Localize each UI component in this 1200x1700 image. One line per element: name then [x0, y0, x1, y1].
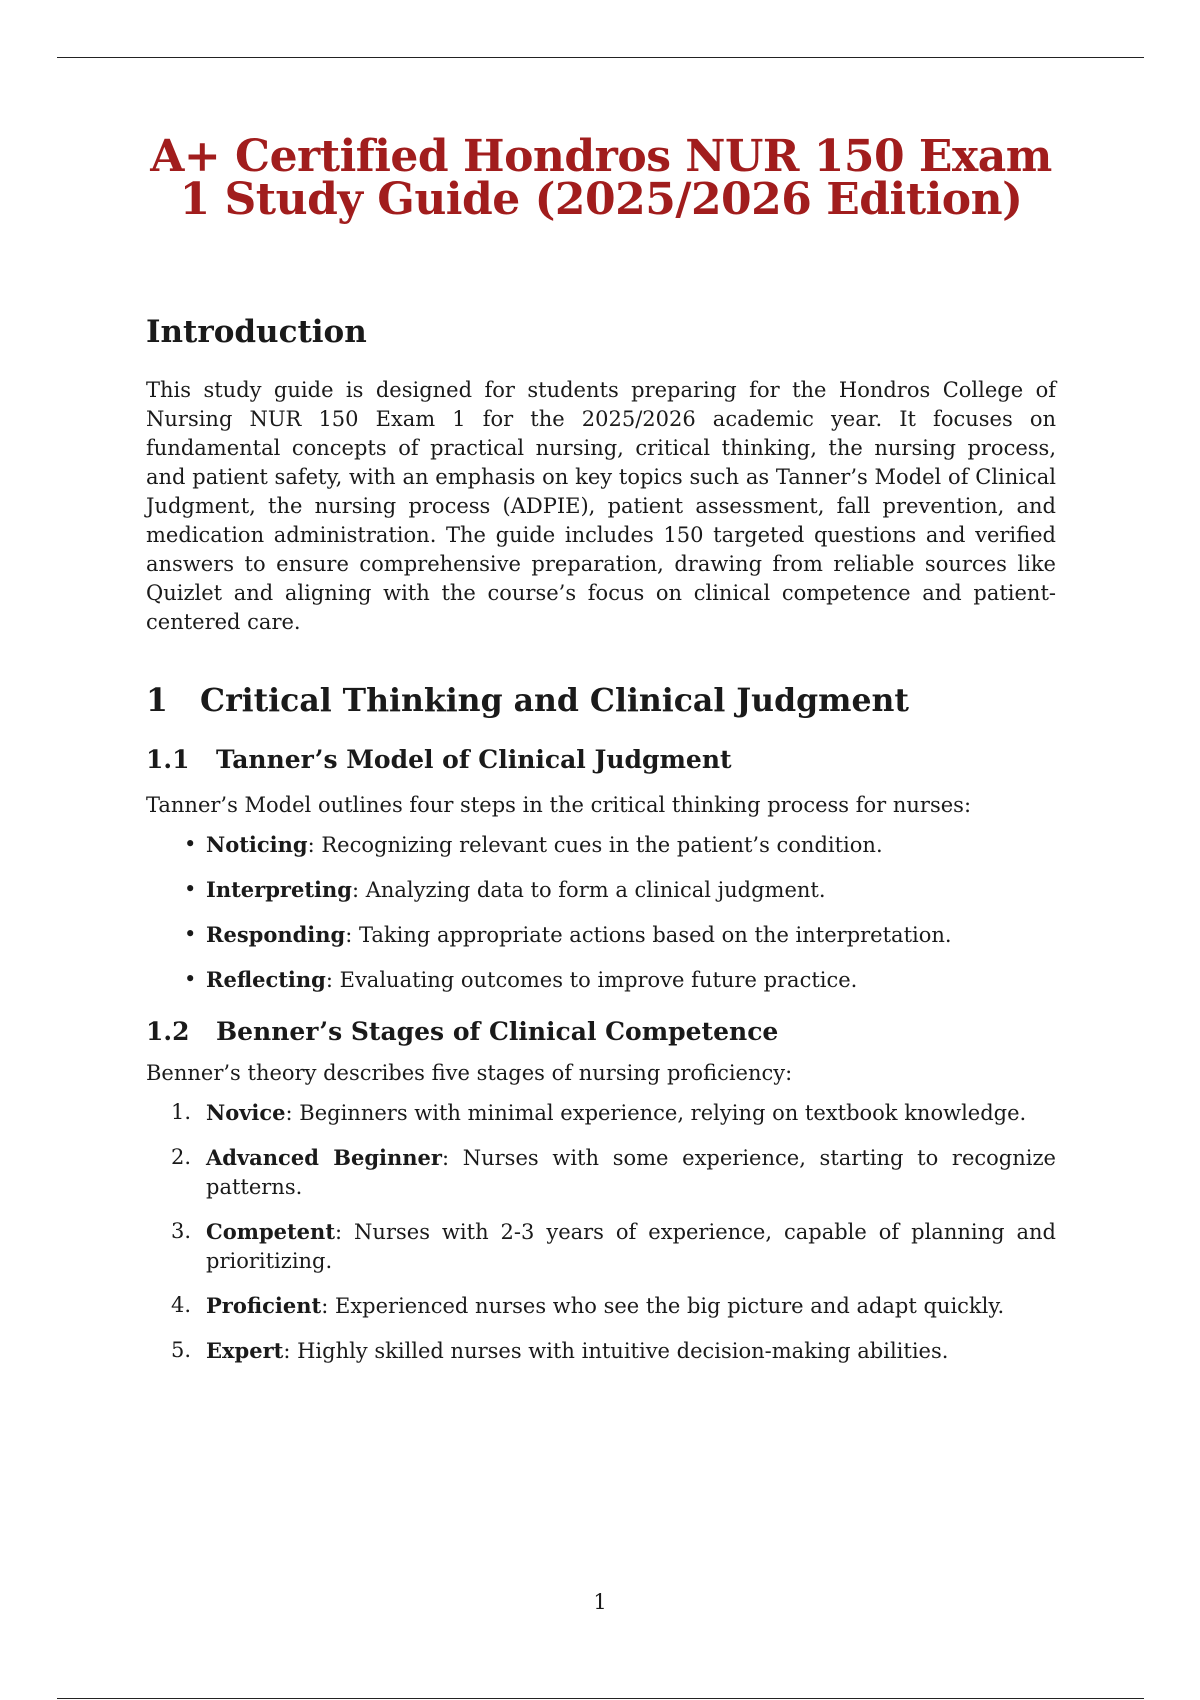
list-item-term: Novice [206, 1100, 286, 1125]
list-item-text: : Highly skilled nurses with intuitive decision-making abilities. [283, 1339, 949, 1363]
document-title: A+ Certified Hondros NUR 150 Exam 1 Study Guide (2025/2026 Edition) [150, 131, 1052, 225]
subsection-title: Benner’s Stages of Clinical Competence [216, 1017, 779, 1046]
list-item-term: Noticing [206, 832, 308, 857]
list-item-term: Proficient [206, 1293, 322, 1318]
list-item-term: Competent [206, 1219, 336, 1244]
subsection-heading [146, 1015, 1056, 1049]
bullet-mark: • [184, 922, 197, 946]
list-item-text: : Analyzing data to form a clinical judgment. [351, 878, 826, 902]
subsection-heading [146, 743, 1056, 777]
list-item-text: : Taking appropriate actions based on the interpretation. [345, 923, 952, 947]
subsection-number: 1.2 [146, 1017, 190, 1046]
intro-heading: Introduction [146, 314, 367, 350]
bullet-mark: • [184, 832, 197, 856]
subsection-lead: Benner’s theory describes five stages of nursing proficiency: [146, 1061, 793, 1085]
list-item [146, 1098, 1056, 1128]
subsection-number: 1.1 [146, 745, 190, 774]
intro-paragraph: This study guide is designed for students preparing for the Hondros College of Nursing NUR 150 Exam 1 for the 2025/2026 academic year. It focuses on fundamental concepts of practical nursing, critical thinking, the nursing process, and patient safety, with an emphasis on key topics such as Tanner’s Model of Clinical Judgment, the nursing process (ADPIE), patient assessment, fall prevention, and medication administration. The guide includes 150 targeted questions and verified answers to ensure comprehensive preparation, drawing from reliable sources like Quizlet and aligning with the course’s focus on clinical competence and patient-centered care. [146, 378, 1056, 634]
list-item-text: : Nurses with some experience, starting to recognize patterns. [206, 1146, 1056, 1199]
subsection-lead: Tanner’s Model outlines four steps in the critical thinking process for nurses: [146, 793, 972, 817]
list-item-text: : Evaluating outcomes to improve future practice. [325, 968, 858, 992]
list-item [146, 830, 1056, 860]
list-item-number: 4. [171, 1293, 192, 1317]
bullet-mark: • [184, 967, 197, 991]
list-item-term: Advanced Beginner [206, 1145, 442, 1170]
list-item [146, 875, 1056, 905]
list-item-number: 1. [171, 1100, 192, 1124]
page-content [146, 131, 1056, 1381]
subsection-title: Tanner’s Model of Clinical Judgment [216, 745, 732, 774]
list-item-term: Expert [206, 1338, 284, 1363]
page-number: 1 [593, 1590, 607, 1614]
list-item-number: 2. [171, 1145, 192, 1169]
tanner-steps-list [146, 830, 1056, 995]
section-heading [146, 681, 1056, 721]
list-item [146, 1336, 1056, 1366]
list-item-text: : Beginners with minimal experience, relying on textbook knowledge. [285, 1101, 1027, 1125]
list-item-text: : Experienced nurses who see the big picture and adapt quickly. [321, 1294, 1005, 1318]
list-item-term: Reflecting [206, 967, 326, 992]
section-title: Critical Thinking and Clinical Judgment [200, 682, 909, 719]
header-rule [57, 57, 1144, 58]
list-item-number: 5. [171, 1338, 192, 1362]
list-item-text: : Recognizing relevant cues in the patient’s condition. [307, 833, 883, 857]
list-item [146, 920, 1056, 950]
bullet-mark: • [184, 877, 197, 901]
list-item [146, 1143, 1056, 1202]
benner-stages-list [146, 1098, 1056, 1366]
list-item-number: 3. [171, 1219, 192, 1243]
footer-rule [57, 1698, 1144, 1699]
list-item-term: Responding [206, 922, 346, 947]
list-item-term: Interpreting [206, 877, 352, 902]
list-item [146, 965, 1056, 995]
list-item [146, 1291, 1056, 1321]
list-item [146, 1217, 1056, 1276]
section-number: 1 [146, 682, 168, 719]
list-item-text: : Nurses with 2-3 years of experience, capable of planning and prioritizing. [206, 1220, 1056, 1273]
